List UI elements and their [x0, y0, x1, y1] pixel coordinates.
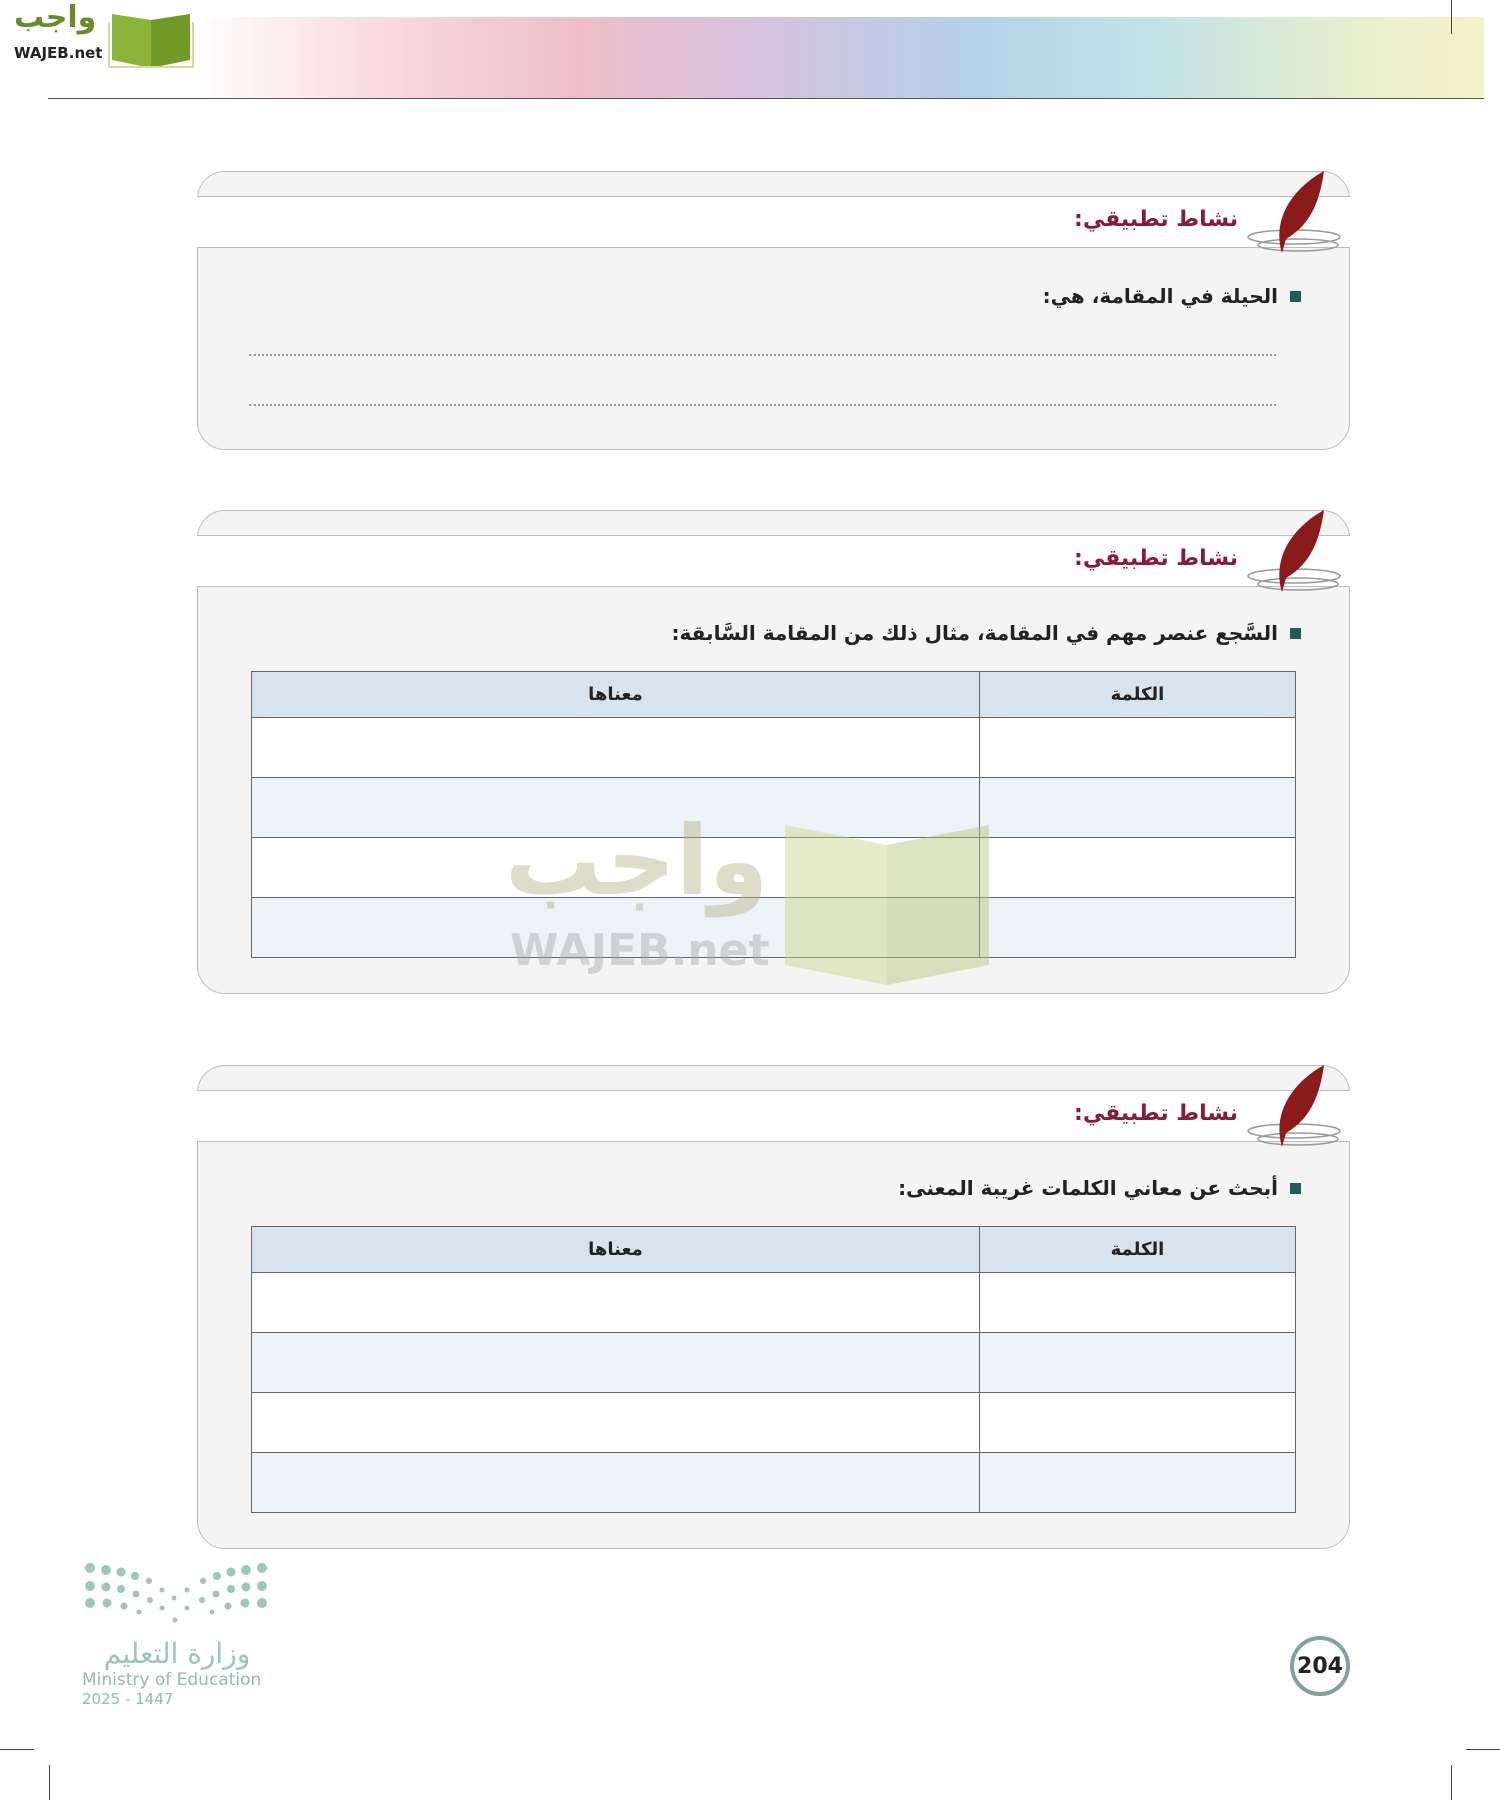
word-cell[interactable]: [980, 898, 1296, 958]
ministry-year: 2025 - 1447: [82, 1690, 174, 1708]
bullet-icon: [1290, 291, 1301, 302]
header-banner: [190, 17, 1484, 99]
wajeb-logo[interactable]: [8, 0, 188, 68]
column-header-meaning: معناها: [252, 672, 980, 718]
watermark-arabic: واجب: [505, 805, 769, 917]
answer-line[interactable]: [249, 404, 1276, 406]
meaning-cell[interactable]: [252, 1273, 980, 1333]
word-cell[interactable]: [980, 718, 1296, 778]
bullet-icon: [1290, 628, 1301, 639]
table-row: [252, 1393, 1296, 1453]
word-cell[interactable]: [980, 838, 1296, 898]
watermark-book-icon: [775, 815, 1000, 995]
watermark-latin: WAJEB.net: [510, 925, 770, 976]
activity-title: نشاط تطبيقي:: [1074, 207, 1238, 232]
table-row: [252, 1453, 1296, 1513]
watermark: [505, 805, 1005, 995]
word-cell[interactable]: [980, 1273, 1296, 1333]
table-row: [252, 718, 1296, 778]
logo-arabic: واجب: [14, 0, 97, 35]
crop-mark: [1451, 0, 1452, 34]
header-divider: [48, 98, 1484, 99]
word-cell[interactable]: [980, 1453, 1296, 1513]
activity-title: نشاط تطبيقي:: [1074, 1101, 1238, 1126]
word-meaning-table: [251, 1226, 1296, 1513]
page-number: 204: [1290, 1636, 1350, 1696]
meaning-cell[interactable]: [252, 1453, 980, 1513]
table-row: [252, 1333, 1296, 1393]
column-header-meaning: معناها: [252, 1227, 980, 1273]
activity-header: [197, 535, 1350, 587]
activity-title: نشاط تطبيقي:: [1074, 546, 1238, 571]
question: [1043, 284, 1301, 308]
activity-header: [197, 1090, 1350, 1142]
quill-icon: [1242, 1063, 1342, 1151]
ministry-dots-icon: [82, 1560, 272, 1625]
activity-box-3: [197, 1065, 1350, 1549]
column-header-word: الكلمة: [980, 1227, 1296, 1273]
crop-mark: [1466, 1749, 1500, 1750]
question-text: أبحث عن معاني الكلمات غريبة المعنى:: [898, 1176, 1278, 1200]
ministry-logo: [82, 1560, 272, 1708]
quill-icon: [1242, 169, 1342, 257]
answer-line[interactable]: [249, 354, 1276, 356]
ministry-arabic: وزارة التعليم: [103, 1637, 251, 1670]
bullet-icon: [1290, 1183, 1301, 1194]
quill-icon: [1242, 508, 1342, 596]
ministry-english: Ministry of Education: [82, 1670, 262, 1690]
meaning-cell[interactable]: [252, 1393, 980, 1453]
table-row: [252, 1273, 1296, 1333]
activity-header: [197, 196, 1350, 248]
book-icon: [108, 8, 194, 68]
question-text: الحيلة في المقامة، هي:: [1042, 284, 1278, 308]
word-cell[interactable]: [980, 778, 1296, 838]
crop-mark: [49, 1765, 50, 1800]
column-header-word: الكلمة: [980, 672, 1296, 718]
meaning-cell[interactable]: [252, 718, 980, 778]
question: [898, 1176, 1301, 1200]
word-cell[interactable]: [980, 1393, 1296, 1453]
question-text: السَّجع عنصر مهم في المقامة، مثال ذلك من المقامة السَّابقة:: [671, 621, 1278, 645]
logo-latin: WAJEB.net: [14, 44, 103, 62]
meaning-cell[interactable]: [252, 1333, 980, 1393]
word-cell[interactable]: [980, 1333, 1296, 1393]
activity-box-1: [197, 171, 1350, 450]
question: [672, 621, 1301, 645]
crop-mark: [1451, 1765, 1452, 1800]
crop-mark: [0, 1749, 34, 1750]
